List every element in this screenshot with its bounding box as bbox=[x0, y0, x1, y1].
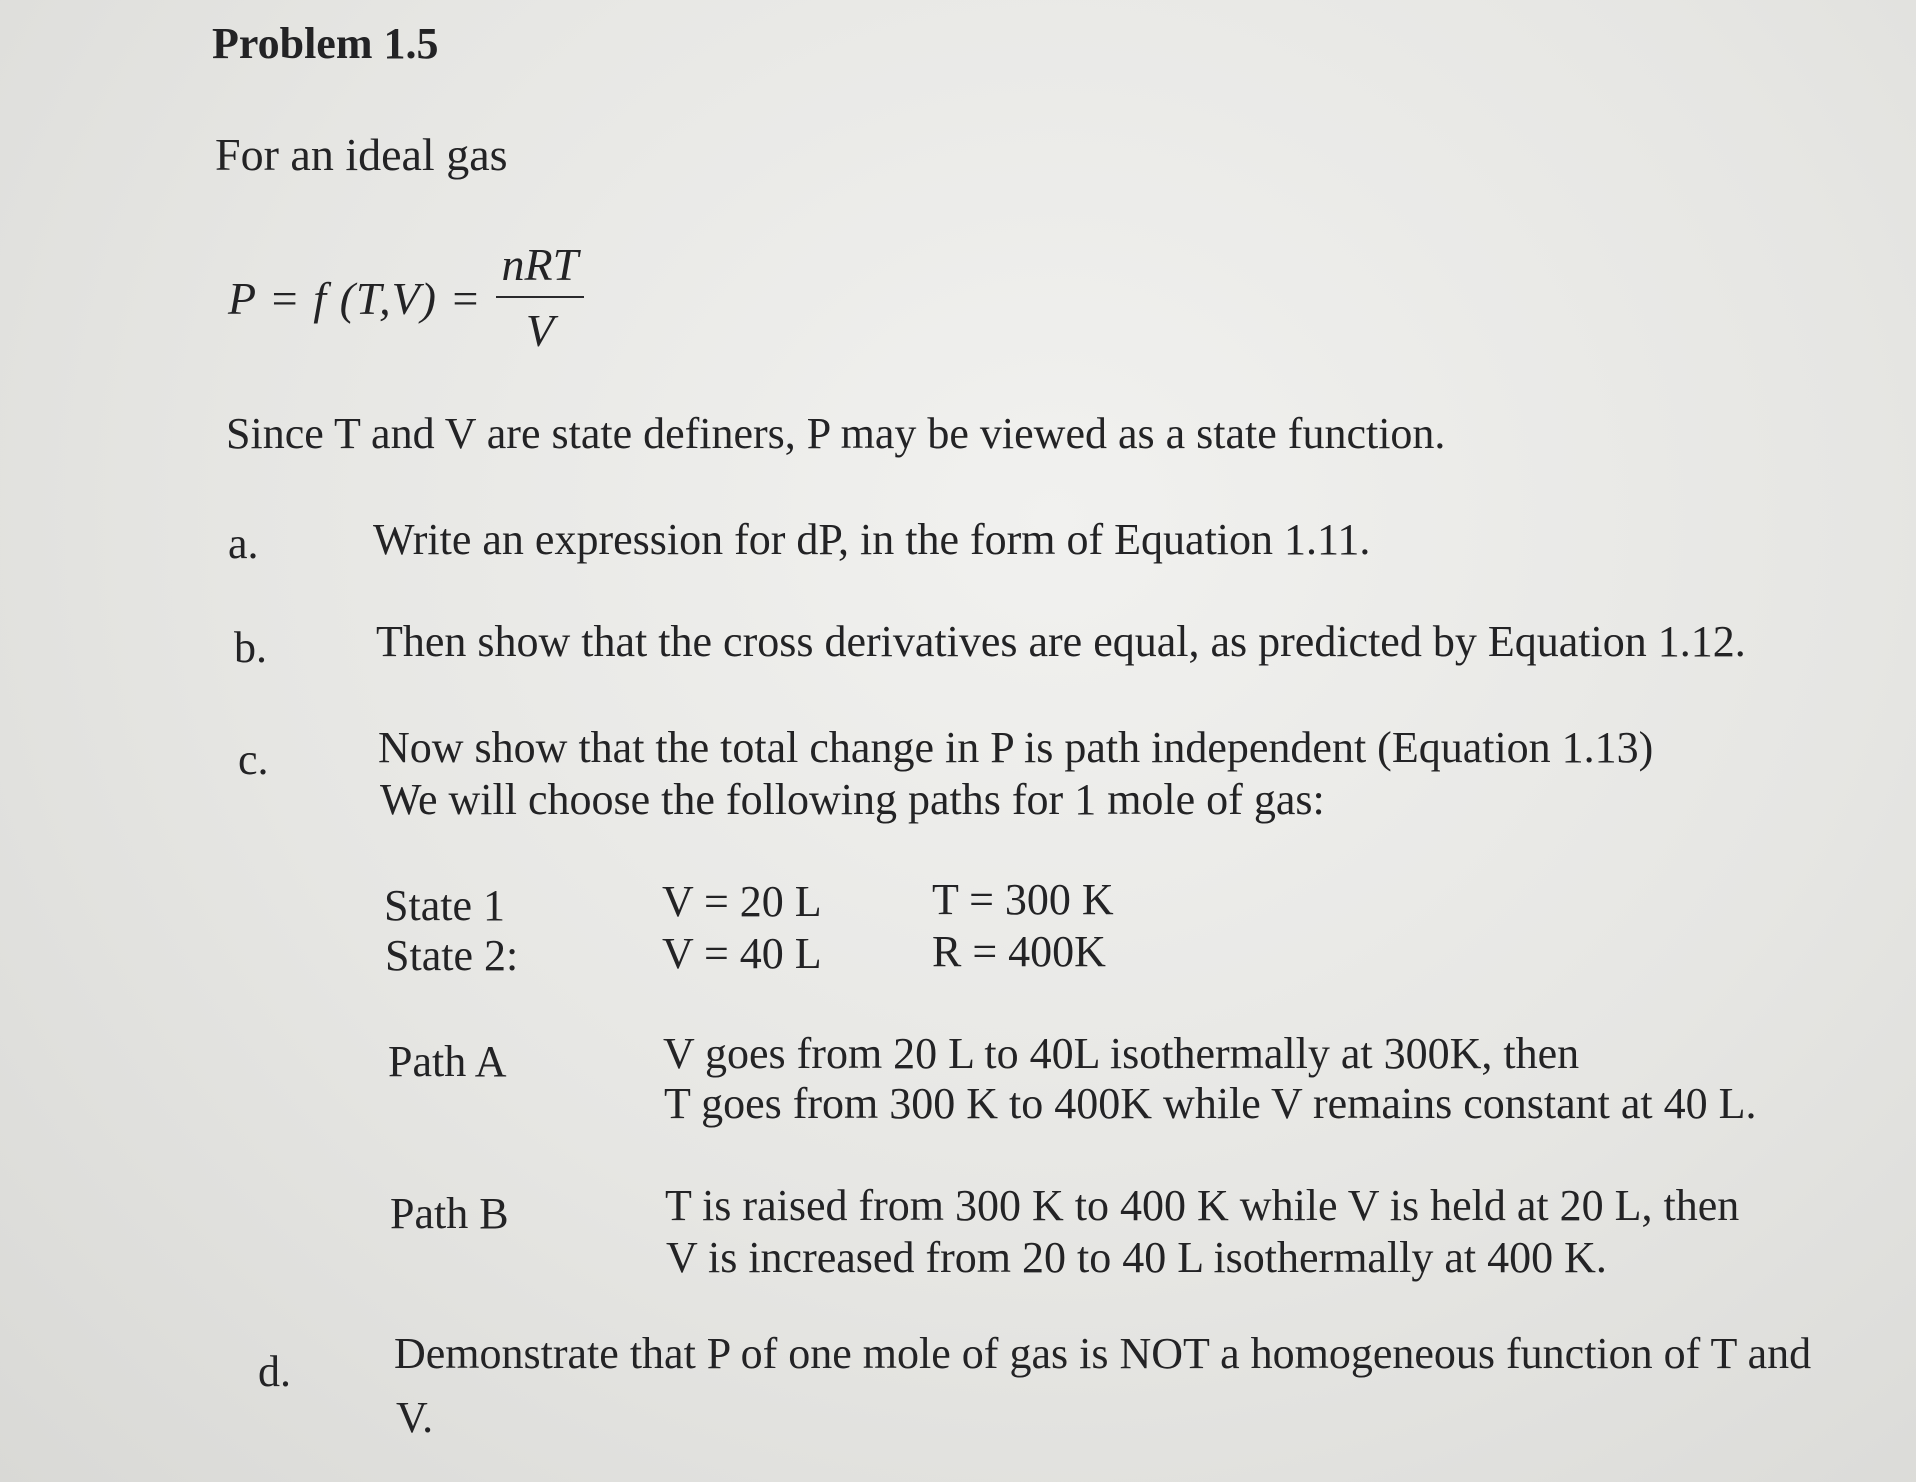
fraction-denominator: V bbox=[525, 305, 554, 356]
path-b-label: Path B bbox=[390, 1189, 509, 1238]
fraction-numerator: nRT bbox=[501, 239, 579, 290]
path-a-line2: T goes from 300 K to 400K while V remains constant at 40 L. bbox=[664, 1079, 1757, 1128]
state-1-temperature: T = 300 K bbox=[932, 875, 1114, 924]
state-1-label: State 1 bbox=[384, 881, 505, 930]
part-d-line1: Demonstrate that P of one mole of gas is NOT a homogeneous function of T and bbox=[394, 1329, 1812, 1378]
part-d-label: d. bbox=[258, 1347, 291, 1396]
state-1-volume: V = 20 L bbox=[662, 877, 822, 926]
path-a-label: Path A bbox=[388, 1037, 507, 1086]
path-b-line2: V is increased from 20 to 40 L isothermally at 400 K. bbox=[666, 1233, 1607, 1282]
part-c-line1: Now show that the total change in P is path independent (Equation 1.13) bbox=[378, 723, 1654, 772]
part-a-label: a. bbox=[228, 519, 259, 568]
part-a-text: Write an expression for dP, in the form of Equation 1.11. bbox=[373, 515, 1371, 564]
part-b-text: Then show that the cross derivatives are equal, as predicted by Equation 1.12. bbox=[376, 617, 1746, 666]
state-2-temperature: R = 400K bbox=[932, 927, 1106, 976]
path-a-line1: V goes from 20 L to 40L isothermally at 300K, then bbox=[663, 1029, 1580, 1078]
part-d-line2: V. bbox=[396, 1393, 434, 1442]
part-b-label: b. bbox=[234, 623, 267, 672]
path-b-line1: T is raised from 300 K to 400 K while V is held at 20 L, then bbox=[665, 1181, 1740, 1230]
part-c-label: c. bbox=[238, 735, 269, 784]
intro-text: For an ideal gas bbox=[215, 129, 508, 180]
part-c-line2: We will choose the following paths for 1 mole of gas: bbox=[380, 775, 1325, 824]
equation-fraction bbox=[496, 239, 585, 356]
ideal-gas-equation bbox=[228, 238, 584, 358]
equation-lhs: P = f (T,V) = bbox=[228, 272, 482, 324]
state-2-label: State 2: bbox=[385, 931, 519, 980]
state-function-statement: Since T and V are state definers, P may be viewed as a state function. bbox=[226, 409, 1446, 458]
problem-title: Problem 1.5 bbox=[212, 19, 439, 68]
state-2-volume: V = 40 L bbox=[662, 929, 822, 978]
